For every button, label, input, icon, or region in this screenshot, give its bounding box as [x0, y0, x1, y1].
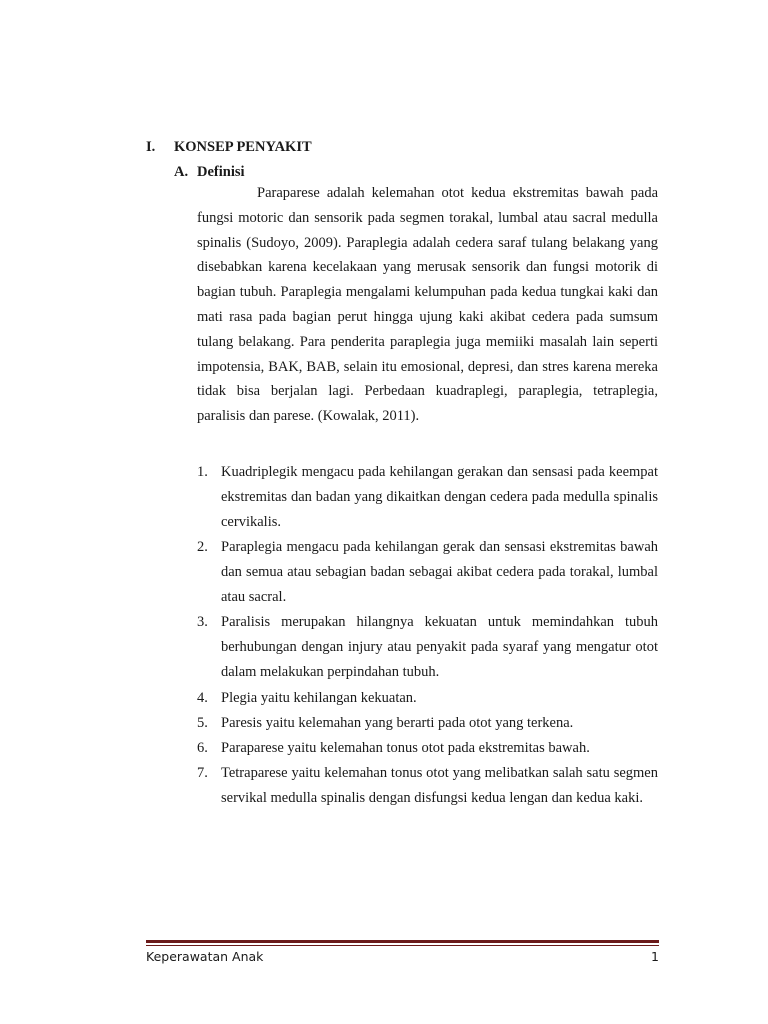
list-item [197, 736, 658, 761]
list-item-text: Tetraparese yaitu kelemahan tonus otot yang melibatkan salah satu segmen servikal medulla spinalis dengan disfungsi kedua lengan dan kedua kaki. [221, 765, 658, 807]
definition-list [197, 460, 658, 811]
list-item-number: 3. [197, 614, 208, 631]
section-heading [146, 137, 312, 157]
list-item [197, 535, 658, 610]
list-item-text: Paraparese yaitu kelemahan tonus otot pada ekstremitas bawah. [221, 739, 590, 756]
list-item-number: 4. [197, 689, 208, 706]
list-item [197, 610, 658, 685]
footer-rule-thin [146, 945, 659, 946]
list-item-number: 7. [197, 765, 208, 782]
list-item-text: Plegia yaitu kehilangan kekuatan. [221, 689, 417, 706]
list-item-text: Paralisis merupakan hilangnya kekuatan untuk memindahkan tubuh berhubungan dengan injury atau penyakit pada syaraf yang mengatur otot dalam melakukan perpindahan tubuh. [221, 614, 658, 681]
list-item-text: Kuadriplegik mengacu pada kehilangan gerakan dan sensasi pada keempat ekstremitas dan badan yang dikaitkan dengan cedera pada medulla spinalis cervikalis. [221, 464, 658, 530]
footer-page-number: 1 [651, 949, 659, 964]
definition-paragraph: Paraparese adalah kelemahan otot kedua ekstremitas bawah pada fungsi motoric dan sensorik pada segmen torakal, lumbal atau sacral medulla spinalis (Sudoyo, 2009). Paraplegia adalah cedera saraf tulang belakang yang disebabkan karena kecelakaan yang merusak sensorik dan fungsi motorik di bagian tubuh. Paraplegia mengalami kelumpuhan pada kedua tungkai kaki dan mati rasa pada bagian perut hingga ujung kaki akibat cedera pada sumsum tulang belakang. Para penderita paraplegia juga memiiki masalah lain seperti impotensia, BAK, BAB, selain itu emosional, depresi, dan stres karena mereka tidak bisa berjalan lagi. Perbedaan kuadraplegi, paraplegia, tetraplegia, paralisis dan parese. (Kowalak, 2011). [197, 185, 658, 425]
section-number: I. [146, 139, 156, 155]
subsection-title: Definisi [197, 164, 245, 180]
list-item-number: 2. [197, 539, 208, 556]
list-item-number: 5. [197, 714, 208, 731]
subsection-heading [174, 162, 245, 182]
footer-course-title: Keperawatan Anak [146, 949, 264, 964]
list-item [197, 711, 658, 736]
section-title: KONSEP PENYAKIT [174, 139, 312, 155]
subsection-number: A. [174, 164, 189, 180]
footer-rule-thick [146, 940, 659, 943]
list-item [197, 761, 658, 811]
list-item-number: 6. [197, 739, 208, 756]
list-item-number: 1. [197, 464, 208, 480]
list-item [197, 686, 658, 711]
list-item-text: Paresis yaitu kelemahan yang berarti pada otot yang terkena. [221, 714, 574, 731]
list-item-text: Paraplegia mengacu pada kehilangan gerak dan sensasi ekstremitas bawah dan semua atau sebagian badan sebagai akibat cedera pada torakal, lumbal atau sacral. [221, 539, 658, 606]
list-item [197, 460, 658, 535]
